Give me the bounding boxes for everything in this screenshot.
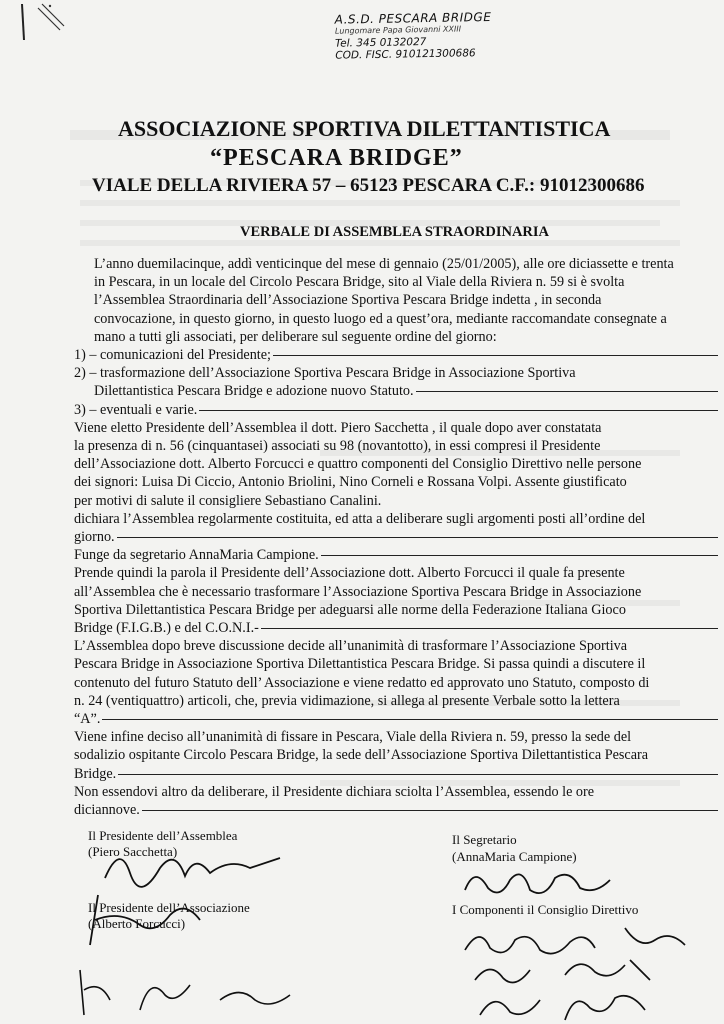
minutes-line	[74, 473, 718, 491]
minutes-line	[74, 346, 718, 364]
minutes-line-text: L’anno duemilacinque, addì venticinque del mese di gennaio (25/01/2005), alle ore diciassette e trenta	[94, 256, 674, 272]
minutes-line-text: Dilettantistica Pescara Bridge e adozione nuovo Statuto.	[94, 383, 414, 400]
minutes-line	[74, 310, 718, 328]
minutes-line-text: Viene infine deciso all’unanimità di fissare in Pescara, Viale della Riviera n. 59, presso la sede del	[74, 729, 632, 746]
minutes-line-text: diciannove.	[74, 802, 140, 819]
minutes-line	[74, 455, 718, 473]
minutes-line-text: dei signori: Luisa Di Ciccio, Antonio Briolini, Nino Corneli e Rossana Volpi. Assente giustificato	[74, 474, 627, 491]
stamp-phone: Tel. 345 0132027	[335, 36, 427, 50]
minutes-line	[74, 401, 718, 419]
signatures-bottom-left	[70, 960, 300, 1020]
fill-rule-line	[321, 555, 718, 556]
president-association-title: Il Presidente dell’Associazione	[88, 900, 250, 915]
fill-rule-line	[102, 719, 718, 720]
president-assembly-name: (Piero Sacchetta)	[88, 844, 178, 859]
fill-rule-line	[261, 628, 718, 629]
minutes-line	[74, 328, 718, 346]
signatures-council-members	[455, 920, 720, 1024]
minutes-line-text: Bridge (F.I.G.B.) e del C.O.N.I.-	[74, 620, 259, 637]
minutes-line	[74, 364, 718, 382]
minutes-line-text: per motivi di salute il consigliere Sebastiano Canalini.	[74, 492, 382, 509]
signature-sacchetta	[100, 838, 290, 888]
minutes-line-text: 1) – comunicazioni del Presidente;	[74, 347, 271, 364]
president-assembly-title: Il Presidente dell’Assemblea	[88, 828, 238, 843]
minutes-line	[74, 801, 718, 819]
minutes-line-text: dichiara l’Assemblea regolarmente costituita, ed atta a deliberare sugli argomenti posti all’ordine del	[74, 510, 646, 527]
minutes-line	[74, 619, 718, 637]
minutes-line	[74, 546, 718, 564]
minutes-line-text: in Pescara, in un locale del Circolo Pescara Bridge, sito al Viale della Riviera n. 59 si è svolta	[94, 274, 625, 291]
president-association-name: (Alberto Forcucci)	[88, 916, 186, 931]
minutes-line-text: convocazione, in questo giorno, in questo luogo ed a quest’ora, mediante raccomandate consegnate a	[94, 310, 667, 327]
corner-scribble	[20, 0, 80, 50]
secretary-title: Il Segretario	[452, 832, 517, 847]
minutes-line-text: dell’Associazione dott. Alberto Forcucci e quattro componenti del Consiglio Direttivo nelle persone	[74, 456, 642, 473]
minutes-line	[74, 291, 718, 309]
minutes-line	[74, 655, 718, 673]
minutes-line	[74, 601, 718, 619]
association-stamp	[335, 10, 526, 61]
header-club-name: “PESCARA BRIDGE”	[210, 145, 463, 171]
minutes-line	[74, 583, 718, 601]
minutes-line-text: “A”.	[74, 711, 101, 728]
fill-rule-line	[117, 537, 718, 538]
stamp-tax-code: COD. FISC. 910121300686	[335, 47, 476, 62]
minutes-line	[74, 492, 718, 510]
minutes-line	[74, 273, 718, 291]
minutes-line-text: giorno.	[74, 529, 115, 546]
minutes-line	[74, 765, 718, 783]
minutes-line	[74, 783, 718, 801]
minutes-line-text: all’Assemblea che è necessario trasformare l’Associazione Sportiva Pescara Bridge in Associazione	[74, 583, 642, 600]
minutes-line	[74, 437, 718, 455]
signature-forcucci	[80, 890, 220, 950]
minutes-line-text: l’Assemblea Straordinaria dell’Associazione Sportiva Pescara Bridge indetta , in seconda	[94, 292, 602, 309]
minutes-line-text: Funge da segretario AnnaMaria Campione.	[74, 547, 319, 564]
minutes-line-text: L’Assemblea dopo breve discussione decide all’unanimità di trasformare l’Associazione Sportiva	[74, 638, 628, 655]
minutes-line-text: 3) – eventuali e varie.	[74, 401, 198, 418]
minutes-line-text: contenuto del futuro Statuto dell’ Associazione e viene redatto ed approvato uno Statuto, composto di	[74, 674, 650, 691]
minutes-line	[74, 510, 718, 528]
minutes-line-text: 2) – trasformazione dell’Associazione Sportiva Pescara Bridge in Associazione Sportiva	[74, 365, 576, 382]
minutes-line-text: Prende quindi la parola il Presidente dell’Associazione dott. Alberto Forcucci il quale fa presente	[74, 565, 625, 582]
header-address: VIALE DELLA RIVIERA 57 – 65123 PESCARA C.F.: 91012300686	[92, 175, 645, 196]
minutes-line	[74, 692, 718, 710]
minutes-line-text: Bridge.	[74, 765, 117, 782]
header-association: ASSOCIAZIONE SPORTIVA DILETTANTISTICA	[118, 116, 611, 141]
fill-rule-line	[118, 774, 718, 775]
minutes-line	[74, 746, 718, 764]
minutes-line-text: n. 24 (ventiquattro) articoli, che, previa vidimazione, si allega al presente Verbale sotto la lettera	[74, 692, 620, 709]
minutes-line	[74, 728, 718, 746]
minutes-line-text: sodalizio ospitante Circolo Pescara Bridge, la sede dell’Associazione Sportiva Dilettantistica Pescara	[74, 747, 649, 764]
minutes-line	[74, 710, 718, 728]
minutes-line	[74, 382, 718, 400]
stamp-name: A.S.D. PESCARA BRIDGE	[334, 9, 492, 27]
minutes-line-text: Sportiva Dilettantistica Pescara Bridge per adeguarsi alle norme della Federazione Italiana Gioco	[74, 601, 626, 618]
fill-rule-line	[199, 410, 718, 411]
council-title: I Componenti il Consiglio Direttivo	[452, 902, 639, 917]
fill-rule-line	[273, 355, 718, 356]
secretary-name: (AnnaMaria Campione)	[452, 849, 577, 864]
document-title: VERBALE DI ASSEMBLEA STRAORDINARIA	[240, 224, 550, 240]
minutes-line	[74, 528, 718, 546]
minutes-line-text: mano a tutti gli associati, per deliberare sul seguente ordine del giorno:	[94, 328, 497, 345]
signature-campione	[460, 860, 620, 905]
minutes-line-text: Viene eletto Presidente dell’Assemblea il dott. Piero Sacchetta , il quale dopo aver constatata	[74, 419, 602, 436]
minutes-line-text: Non essendovi altro da deliberare, il Presidente dichiara sciolta l’Assemblea, essendo le ore	[74, 783, 595, 800]
minutes-line	[74, 419, 718, 437]
minutes-line	[74, 637, 718, 655]
minutes-line	[74, 255, 718, 273]
fill-rule-line	[142, 810, 718, 811]
fill-rule-line	[416, 391, 718, 392]
minutes-line-text: la presenza di n. 56 (cinquantasei) associati su 98 (novantotto), in essi compresi il Presidente	[74, 438, 601, 455]
minutes-line	[74, 674, 718, 692]
minutes-body	[74, 255, 718, 819]
minutes-line	[74, 564, 718, 582]
minutes-line-text: Pescara Bridge in Associazione Sportiva Dilettantistica Pescara Bridge. Si passa quindi a discutere il	[74, 656, 646, 673]
stamp-address: Lungomare Papa Giovanni XXIII	[334, 24, 462, 36]
